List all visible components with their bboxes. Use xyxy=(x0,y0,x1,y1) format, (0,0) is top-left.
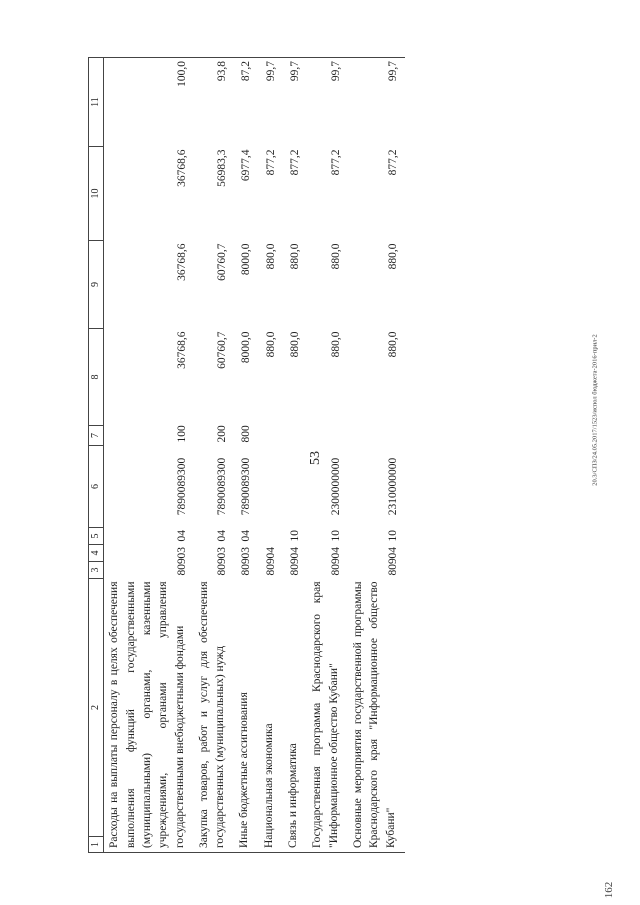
cell-c8: 880,0 xyxy=(386,331,399,358)
cell-c5: 04 xyxy=(216,530,229,542)
header-cell: 1 xyxy=(89,837,104,853)
cell-c3: 809 xyxy=(386,558,399,576)
row-name: Национальная экономика xyxy=(259,579,283,853)
table-row xyxy=(348,58,405,853)
cell-c7 xyxy=(259,426,283,446)
cell-c8: 60760,7 xyxy=(216,331,229,369)
cell-c5: 10 xyxy=(289,530,302,542)
cell-c7 xyxy=(307,426,348,446)
cell-c6 xyxy=(259,446,283,528)
cell-c4: 04 xyxy=(329,547,342,559)
cell-c10: 56983,3 xyxy=(216,149,229,187)
cell-c5: 10 xyxy=(386,530,399,542)
cell-c5 xyxy=(259,528,283,545)
cell-c9: 880,0 xyxy=(289,243,302,270)
budget-table xyxy=(88,57,405,853)
cell-c9: 8000,0 xyxy=(240,243,253,276)
cell-c10: 877,2 xyxy=(289,149,302,176)
footer-file-path: 20.3/СПЗ/24.05.2017/1523/испол бюджета-2016-прил-2 xyxy=(591,334,599,486)
cell-c4: 03 xyxy=(240,547,253,559)
cell-c4: 03 xyxy=(216,547,229,559)
cell-c9: 880,0 xyxy=(386,243,399,270)
table-row xyxy=(194,58,235,853)
table-row xyxy=(104,58,194,853)
cell-c11: 99,7 xyxy=(283,58,307,147)
cell-c11: 93,8 xyxy=(194,58,235,147)
row-name: Государственная программа Краснодарского края "Информационное общество Кубани" xyxy=(307,579,348,853)
cell-c3: 809 xyxy=(216,558,229,576)
cell-c11: 99,7 xyxy=(259,58,283,147)
cell-c6 xyxy=(283,446,307,528)
cell-c3: 809 xyxy=(289,558,302,576)
cell-c5: 04 xyxy=(240,530,253,542)
row-name: Иные бюджетные ассигнования xyxy=(234,579,258,853)
header-cell: 5 xyxy=(89,528,104,545)
cell-c4: 04 xyxy=(264,547,277,559)
header-cell: 7 xyxy=(89,426,104,446)
table-row xyxy=(259,58,283,853)
cell-c6: 7890089300 xyxy=(216,457,229,516)
cell-c7: 200 xyxy=(216,425,229,443)
cell-c8: 8000,0 xyxy=(240,331,253,364)
row-name: Закупка товаров, работ и услуг для обеспечения государственных (муниципальных) нужд xyxy=(194,579,235,853)
page-number: 53 xyxy=(308,451,323,465)
header-cell: 4 xyxy=(89,545,104,562)
table-row xyxy=(283,58,307,853)
header-cell: 11 xyxy=(89,58,104,147)
cell-c5: 10 xyxy=(329,530,342,542)
cell-c4: 03 xyxy=(175,547,188,559)
cell-c3: 809 xyxy=(175,558,188,576)
cell-c10: 877,2 xyxy=(264,149,277,176)
header-cell: 10 xyxy=(89,147,104,241)
row-name: Основные мероприятия государственной программы Краснодарского края "Информационное общество Кубани" xyxy=(348,579,405,853)
sheet-number: 162 xyxy=(603,881,615,899)
cell-c7: 800 xyxy=(240,425,253,443)
header-cell: 6 xyxy=(89,446,104,528)
cell-c6: 7890089300 xyxy=(240,457,253,516)
cell-c3: 809 xyxy=(264,558,277,576)
cell-c3: 809 xyxy=(240,558,253,576)
cell-c8: 880,0 xyxy=(329,331,342,358)
header-cell: 8 xyxy=(89,329,104,426)
cell-c11: 99,7 xyxy=(307,58,348,147)
cell-c5: 04 xyxy=(175,530,188,542)
cell-c8: 36768,6 xyxy=(175,331,188,369)
cell-c6: 2300000000 xyxy=(329,457,342,516)
cell-c4: 04 xyxy=(289,547,302,559)
cell-c10: 36768,6 xyxy=(175,149,188,187)
cell-c9: 60760,7 xyxy=(216,243,229,281)
cell-c7 xyxy=(283,426,307,446)
cell-c8: 880,0 xyxy=(289,331,302,358)
cell-c6: 2310000000 xyxy=(386,457,399,516)
cell-c10: 6977,4 xyxy=(240,149,253,182)
cell-c11: 99,7 xyxy=(348,58,405,147)
cell-c4: 04 xyxy=(386,547,399,559)
column-number-header xyxy=(89,58,104,853)
table-row xyxy=(234,58,258,853)
row-name: Расходы на выплаты персоналу в целях обеспечения выполнения функций государственными (муниципальными) органами, казенными учреждениями, органами управления государственными внебюджетными фондами xyxy=(104,579,194,853)
row-name: Связь и информатика xyxy=(283,579,307,853)
cell-c11: 100,0 xyxy=(104,58,194,147)
cell-c9: 880,0 xyxy=(264,243,277,270)
cell-c10: 877,2 xyxy=(386,149,399,176)
cell-c9: 36768,6 xyxy=(175,243,188,281)
header-cell: 3 xyxy=(89,562,104,579)
table-row xyxy=(307,58,348,853)
cell-c9: 880,0 xyxy=(329,243,342,270)
budget-table-rotated xyxy=(88,58,533,853)
cell-c11: 87,2 xyxy=(234,58,258,147)
cell-c8: 880,0 xyxy=(264,331,277,358)
cell-c10: 877,2 xyxy=(329,149,342,176)
cell-c6: 7890089300 xyxy=(175,457,188,516)
cell-c7 xyxy=(348,426,405,446)
cell-c7: 100 xyxy=(175,425,188,443)
header-cell: 9 xyxy=(89,241,104,329)
cell-c3: 809 xyxy=(329,558,342,576)
header-cell: 2 xyxy=(89,579,104,837)
